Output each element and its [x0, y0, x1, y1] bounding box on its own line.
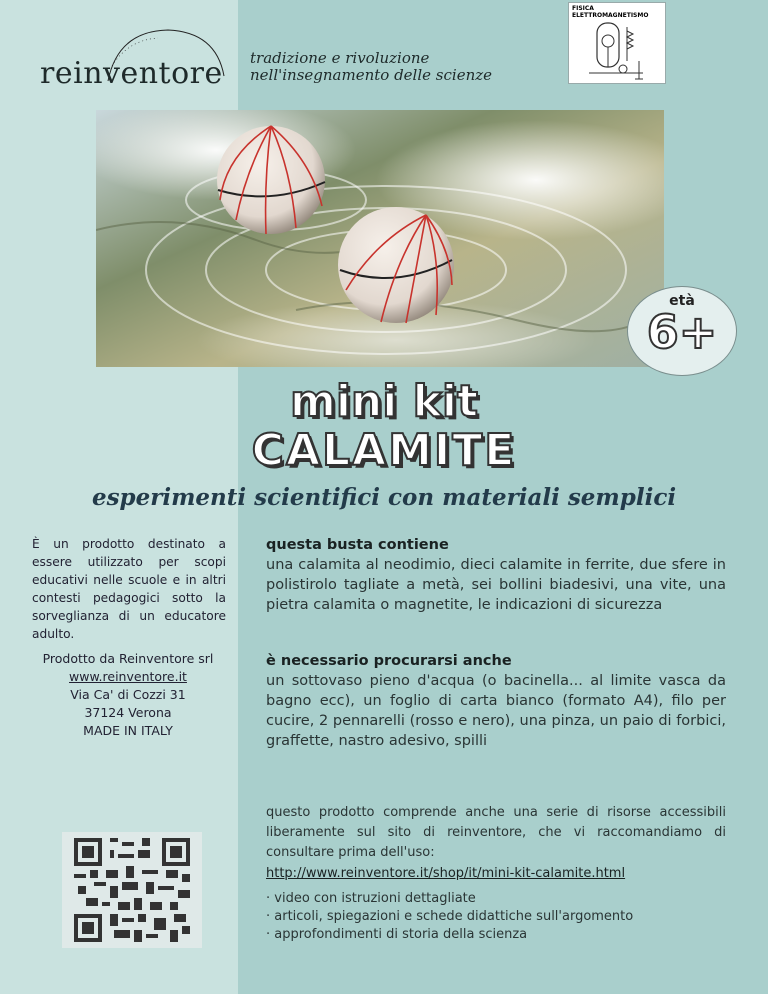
brand-tagline — [250, 50, 492, 84]
resources-link[interactable]: http://www.reinventore.it/shop/it/mini-kit-calamite.html — [266, 866, 626, 881]
intro-text: È un prodotto destinato a essere utilizzato per scopi educativi nelle scuole e in altri contesti pedagogici sotto la sorveglianza di un educatore adulto. — [32, 537, 226, 641]
floating-spheres-photo — [96, 110, 664, 367]
physics-badge — [568, 2, 666, 84]
street-address: Via Ca' di Cozzi 31 — [70, 687, 186, 702]
subtitle: esperimenti scientifici con materiali semplici — [91, 484, 677, 511]
company-info — [30, 650, 226, 740]
title-line-2: CALAMITE — [251, 425, 517, 476]
city-address: 37124 Verona — [84, 705, 172, 720]
needed-heading: è necessario procurarsi anche — [266, 653, 512, 669]
badge-line-2: ELETTROMAGNETISMO — [572, 12, 649, 19]
made-in-label: MADE IN ITALY — [83, 723, 173, 738]
badge-line-1: FISICA — [572, 5, 594, 12]
reinventore-logo — [40, 26, 230, 96]
produced-by: Prodotto da Reinventore srl — [42, 651, 214, 666]
contents-heading: questa busta contiene — [266, 537, 449, 553]
age-label: età — [669, 293, 695, 309]
needed-section — [266, 651, 726, 751]
list-item: · articoli, spiegazioni e schede didattiche sull'argomento — [266, 909, 634, 924]
brand-name: reinventore — [40, 56, 223, 91]
resources-list — [266, 890, 633, 944]
circuit-illustration-icon — [583, 17, 653, 81]
title-line-1: mini kit — [289, 376, 479, 427]
age-value: 6+ — [646, 305, 718, 359]
qr-code[interactable] — [62, 832, 202, 948]
contents-text: una calamita al neodimio, dieci calamite in ferrite, due sfere in polistirolo tagliate a metà, sei bollini biadesivi, una vite, una pietra calamita o magnetite, le indicazioni di sicurezza — [266, 557, 726, 613]
needed-text: un sottovaso pieno d'acqua (o bacinella... al limite vasca da bagno ecc), un foglio di carta bianco (formato A4), filo per cucire, 2 pennarelli (rosso e nero), una pinza, un paio di forbici, graffette, nastro adesivo, spilli — [266, 673, 726, 749]
tagline-line-2: nell'insegnamento delle scienze — [250, 66, 493, 84]
tagline-line-1: tradizione e rivoluzione — [250, 49, 430, 67]
website-link[interactable]: www.reinventore.it — [69, 669, 187, 684]
age-badge — [627, 286, 737, 376]
qr-code-icon — [74, 838, 190, 942]
list-item: · approfondimenti di storia della scienza — [266, 927, 528, 942]
contents-section — [266, 535, 726, 615]
list-item: · video con istruzioni dettagliate — [266, 891, 476, 906]
resources-text: questo prodotto comprende anche una serie di risorse accessibili liberamente sul sito di reinventore, che vi raccomandiamo di consultare prima dell'uso: — [266, 805, 726, 860]
